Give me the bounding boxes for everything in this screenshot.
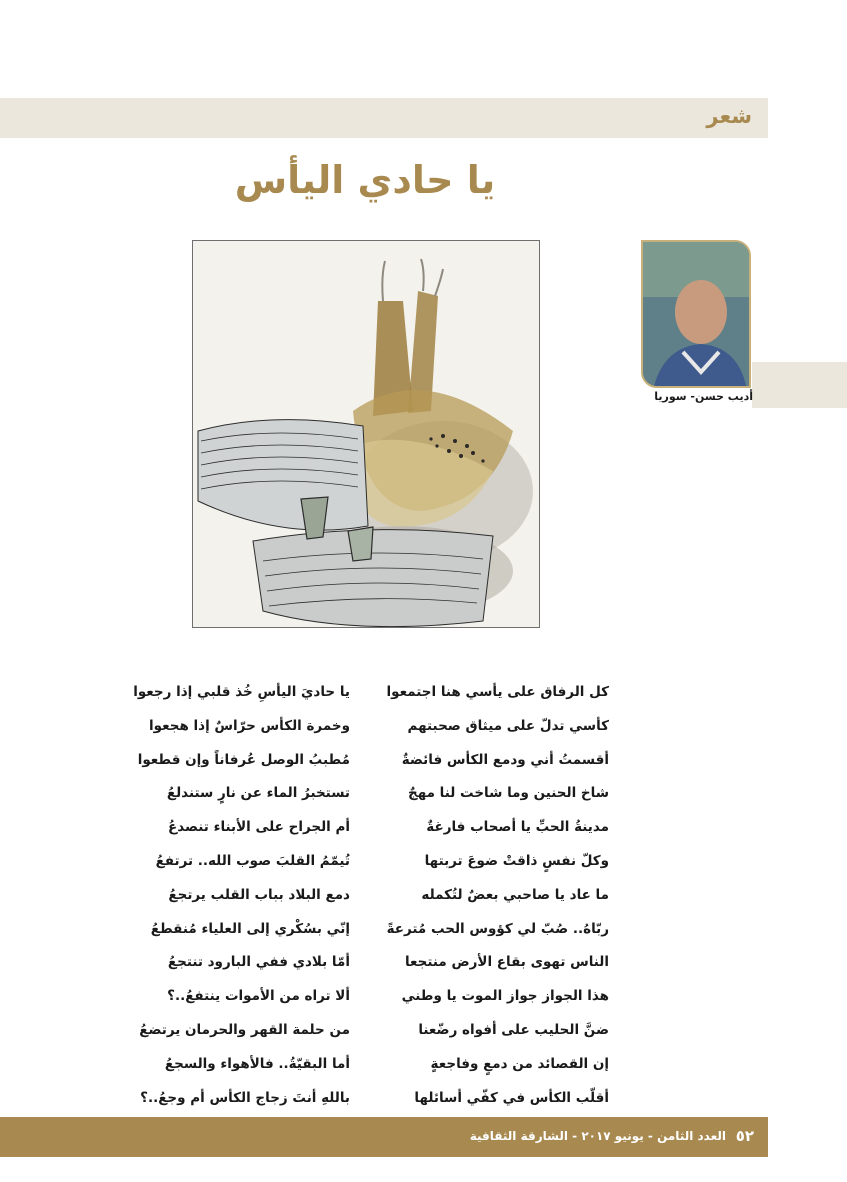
poem-line: وخمرة الكأس حرّاسٌ إذا هجعوا xyxy=(149,717,350,734)
poem-line: دمع البلاد بباب القلب يرتجعُ xyxy=(168,886,350,903)
poem-line: أم الجراح على الأبناء تنصدعُ xyxy=(167,819,350,836)
issue-info: العدد الثامن - يونيو ٢٠١٧ - الشارقة الثقافية xyxy=(469,1129,726,1143)
poem-column-left xyxy=(118,676,350,1115)
poem-line: ربّاهُ.. صُبّ لي كؤوس الحب مُترعةً xyxy=(386,920,609,937)
poem-line: كل الرفاق على يأسي هنا اجتمعوا xyxy=(386,684,609,700)
poem-line: إنّي بسُكْري إلى العلياء مُنقطعُ xyxy=(150,920,350,937)
poem-line: ألا تراه من الأموات ينتفعُ..؟ xyxy=(167,988,350,1005)
poem-line: ما عاد يا صاحبي بعضٌ لتُكمله xyxy=(421,886,609,903)
poem-line: ضنَّ الحليب على أفواه رضّعنا xyxy=(418,1021,609,1038)
poem-line: الناس تهوى بقاع الأرض منتجعا xyxy=(404,954,609,971)
poem-line: وكلّ نفسٍ ذاقتْ ضوعَ تربتها xyxy=(424,852,609,869)
poem-line: مدينةُ الحبِّ يا أصحاب فارغةٌ xyxy=(426,819,609,836)
poem-line: شاخ الحنين وما شاخت لنا مهجٌ xyxy=(407,785,609,802)
poem-line: من حلمة القهر والحرمان يرتضعُ xyxy=(139,1021,350,1038)
poem-line: تُيمّمُ القلبَ صوب الله.. ترتفعُ xyxy=(155,852,350,869)
footer-band xyxy=(0,1117,768,1157)
artwork-illustration xyxy=(192,240,540,628)
page-number: ٥٢ xyxy=(735,1127,754,1145)
author-photo xyxy=(641,240,751,388)
author-caption: أديب حسن- سوريا xyxy=(654,390,753,403)
author-side-band xyxy=(752,362,847,408)
poem-line: أقلّب الكأس في كفّي أسائلها xyxy=(414,1089,609,1106)
poem-line: تستخبرُ الماء عن نارٍ ستندلعُ xyxy=(166,785,350,802)
poem-line: كأسي تدلّ على ميثاق صحبتهم xyxy=(407,717,609,734)
section-label: شعر xyxy=(706,104,752,128)
poem-line: أمّا بلادي ففي البارود تنتجعُ xyxy=(167,954,350,971)
poem-line: إن القصائد من دمعٍ وفاجعةٍ xyxy=(430,1055,609,1072)
poem-line: هذا الجواز جواز الموت يا وطني xyxy=(401,988,609,1005)
poem-line: أقسمتُ أني ودمع الكأس فائضةٌ xyxy=(401,751,609,768)
poem-title: يا حادي اليأس xyxy=(234,158,496,202)
poem-column-right xyxy=(385,676,609,1115)
section-header-band xyxy=(0,98,768,138)
poem-line: مُطببُ الوصل عُرفاناً وإن قطعوا xyxy=(137,751,350,768)
poem-line: أما البقيّةُ.. فالأهواء والسجعُ xyxy=(164,1055,350,1072)
poem-line: باللهِ أنتَ زجاج الكأس أم وجعُ..؟ xyxy=(140,1089,350,1106)
poem-line: يا حاديَ اليأسِ خُذ قلبي إذا رجعوا xyxy=(133,684,350,700)
